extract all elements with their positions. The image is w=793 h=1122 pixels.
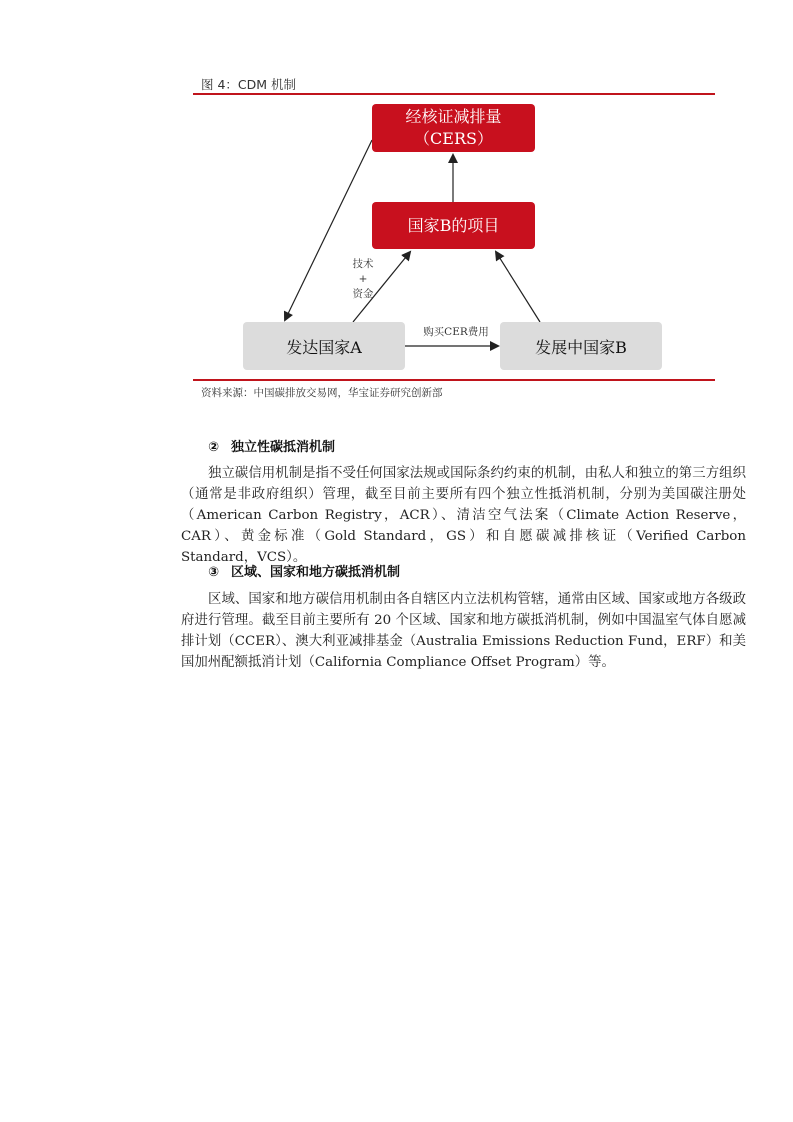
paragraph-regional: 区域、国家和地方碳信用机制由各自辖区内立法机构管辖，通常由区域、国家或地方各级政府进行管理。截至目前主要所有 20 个区域、国家和地方碳抵消机制，例如中国温室气体自愿减排计划（CCER）、澳大利亚减排基金（Australia Emissions Reduction Fund，ERF）和美国加州配额抵消计划（California Compliance Offset Program）等。 <box>181 592 746 670</box>
node-cers-line2: （CERS） <box>414 129 493 148</box>
section-number: ③ <box>208 565 220 580</box>
node-developed-a <box>243 322 405 370</box>
cdm-diagram <box>193 96 715 378</box>
label-tech-funds <box>348 257 378 302</box>
section-title: 区域、国家和地方碳抵消机制 <box>231 565 401 580</box>
node-developed-a-label: 发达国家A <box>286 337 362 357</box>
node-developing-b <box>500 322 662 370</box>
figure-caption: 图 4：CDM 机制 <box>201 77 297 92</box>
figure-bottom-rule <box>193 379 715 381</box>
node-developing-b-label: 发展中国家B <box>535 337 627 357</box>
section-heading-independent <box>208 436 335 455</box>
paragraph-independent: 独立碳信用机制是指不受任何国家法规或国际条约约束的机制，由私人和独立的第三方组织（通常是非政府组织）管理，截至目前主要所有四个独立性抵消机制，分别为美国碳注册处（American Carbon Registry，ACR）、清洁空气法案（Climate Action Reserve，CAR）、黄金标准（Gold Standard，GS）和自愿碳减排核证（Verified Carbon Standard，VCS）。 <box>181 466 746 565</box>
section-heading-regional <box>208 561 400 580</box>
label-funds: 资金 <box>352 288 374 300</box>
label-tech: 技术 <box>352 258 374 270</box>
node-cers-line1: 经核证减排量 <box>405 107 502 126</box>
node-cers <box>372 104 535 152</box>
label-plus: + <box>358 273 368 285</box>
section-title: 独立性碳抵消机制 <box>231 440 336 455</box>
arrow-developing-to-project <box>496 252 540 322</box>
node-project-b <box>372 202 535 249</box>
figure-source: 资料来源：中国碳排放交易网，华宝证券研究创新部 <box>201 387 443 399</box>
node-project-b-label: 国家B的项目 <box>407 215 500 235</box>
section-number: ② <box>208 440 220 455</box>
label-buy-cer: 购买CER费用 <box>423 326 489 338</box>
figure-top-rule <box>193 93 715 95</box>
